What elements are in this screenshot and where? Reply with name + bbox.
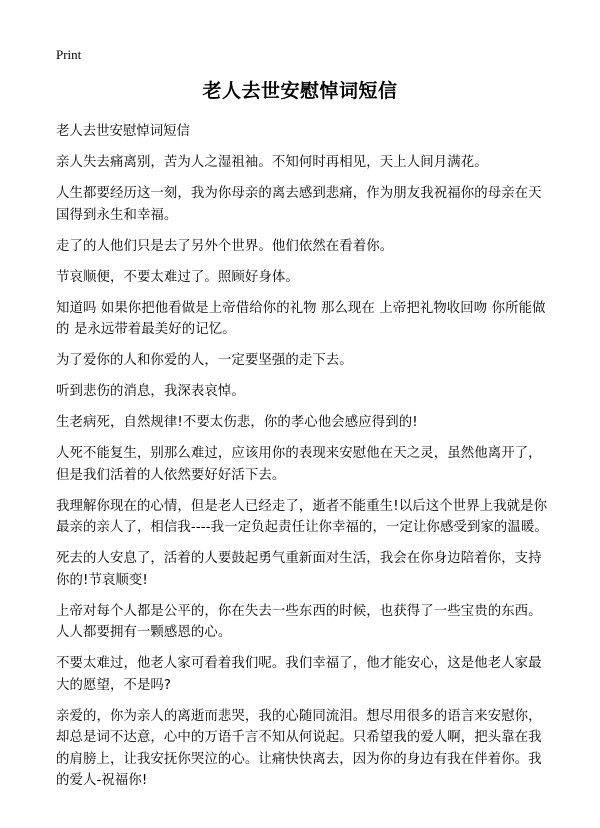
- paragraph: 走了的人他们只是去了另外个世界。他们依然在看着你。: [56, 238, 394, 254]
- paragraph: 听到悲伤的消息，我深表哀悼。: [56, 384, 245, 399]
- paragraph: 亲爱的，你为亲人的离逝而悲哭，我的心随同流泪。想尽用很多的语言来安慰你，却总是词不达意，心中的万语千言不知从何说起。只希望我的爱人啊，把头靠在我的肩膀上，让我安抚你哭泣的心。让痛快快离去，因为你的身边有我在伴着你。我的爱人-祝福你!: [56, 708, 542, 788]
- paragraph: 为了爱你的人和你爱的人，一定要坚强的走下去。: [56, 353, 353, 368]
- paragraph: 死去的人安息了，活着的人要鼓起勇气重新面对生活，我会在你身边陪着你，支持你的!节哀顺变!: [56, 551, 542, 588]
- document-subtitle: 老人去世安慰悼词短信: [56, 124, 190, 139]
- page-title: 老人去世安慰悼词短信: [202, 80, 398, 102]
- paragraph: 不要太难过，他老人家可看着我们呢。我们幸福了，他才能安心，这是他老人家最大的愿望，不是吗?: [56, 656, 542, 693]
- paragraph: 知道吗 如果你把他看做是上帝借给你的礼物 那么现在 上帝把礼物收回吻 你所能做的 是永远带着最美好的记忆。: [56, 300, 546, 337]
- paragraph: 我理解你现在的心情，但是老人已经走了，逝者不能重生!以后这个世界上我就是你最亲的亲人了，相信我----我一定负起责任让你幸福的，一定让你感受到家的温暖。: [56, 498, 548, 535]
- paragraph: 人死不能复生，别那么难过，应该用你的表现来安慰他在天之灵，虽然他离开了，但是我们活着的人依然要好好活下去。: [56, 446, 542, 483]
- paragraph: 节哀顺便，不要太难过了。照顾好身体。: [56, 269, 299, 285]
- print-link[interactable]: Print: [56, 47, 82, 62]
- paragraph: 人生都要经历这一刻，我为你母亲的离去感到悲痛，作为朋友我祝福你的母亲在天国得到永生和幸福。: [56, 186, 542, 223]
- document-body: [56, 121, 554, 801]
- paragraph: 生老病死，自然规律!不要太伤悲，你的孝心他会感应得到的!: [56, 415, 418, 430]
- paragraph: 上帝对每个人都是公平的，你在失去一些东西的时候，也获得了一些宝贵的东西。人人都要拥有一颗感恩的心。: [56, 603, 542, 640]
- paragraph: 亲人失去痛离别，苦为人之湿祖袖。不知何时再相见，天上人间月满花。: [56, 155, 488, 170]
